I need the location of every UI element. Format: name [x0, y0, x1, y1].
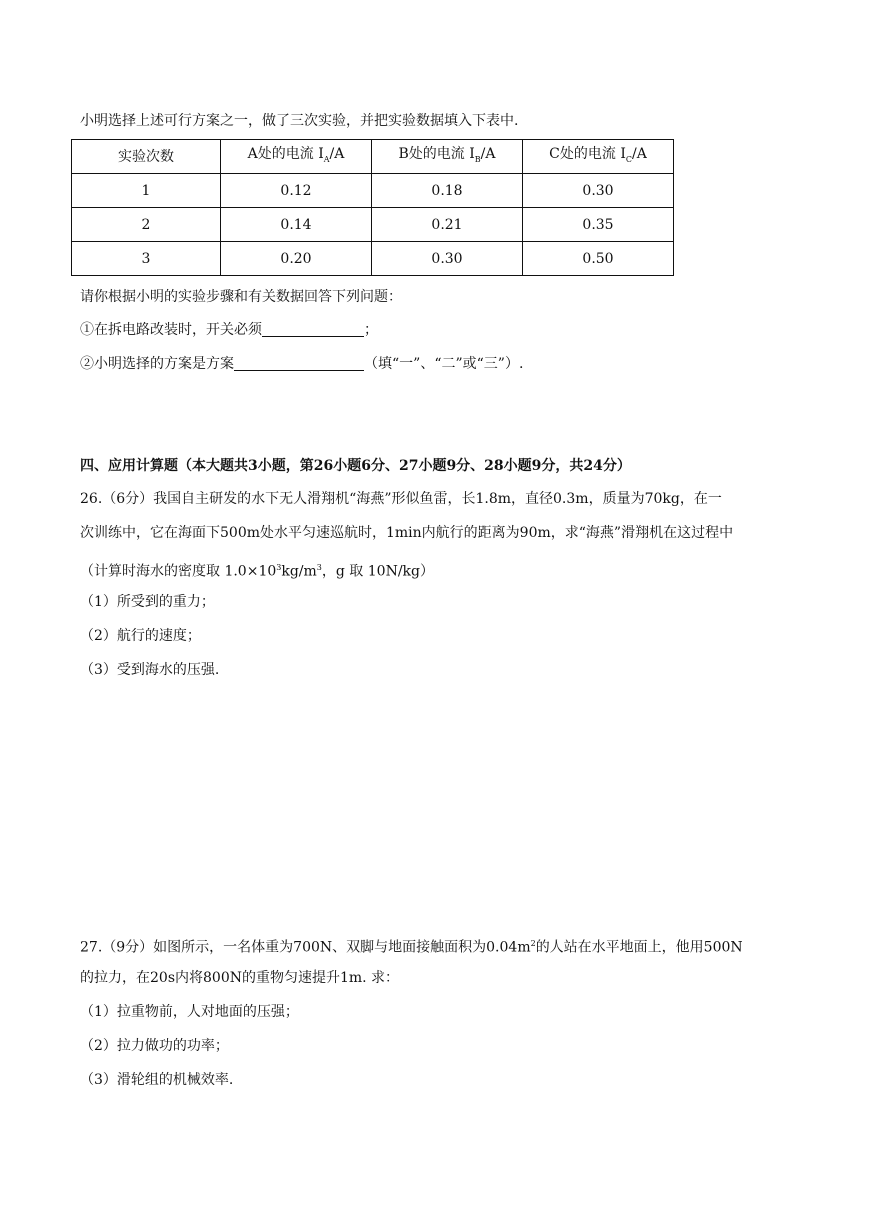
table-cell: 2: [72, 208, 221, 242]
table-cell: 0.35: [523, 208, 674, 242]
header-cell-a: A处的电流 $I_A/A$: [221, 140, 372, 174]
problem-27-sub-3: （3）滑轮组的机械效率.: [80, 1072, 234, 1088]
table-row: [72, 174, 674, 208]
problem-26-line-3: （计算时海水的密度取 $1.0\times 10^3kg/m^3$，g 取 10N/kg）: [80, 563, 434, 580]
table-cell: 3: [72, 242, 221, 276]
section-heading: 四、应用计算题（本大题共3小题，第26小题6分、27小题9分、28小题9分，共24分）: [80, 458, 631, 474]
table-cell: 0.21: [372, 208, 523, 242]
table-row: [72, 242, 674, 276]
problem-27-line-1: 27.（9分）如图所示，一名体重为700N、双脚与地面接触面积为$0.04m^2$的人站在水平地面上，他用500N: [80, 939, 743, 956]
table-cell: 0.14: [221, 208, 372, 242]
table-cell: 0.20: [221, 242, 372, 276]
answer-blank-2[interactable]: [234, 354, 364, 371]
table-cell: 0.30: [372, 242, 523, 276]
problem-26-sub-2: （2）航行的速度；: [80, 628, 201, 644]
table-header-row: [72, 140, 674, 174]
header-cell-c: C处的电流 $I_C/A$: [523, 140, 674, 174]
table-cell: 0.18: [372, 174, 523, 208]
table-cell: 0.12: [221, 174, 372, 208]
problem-26-line-1: 26.（6分）我国自主研发的水下无人滑翔机“海燕”形似鱼雷，长1.8m，直径0.3m，质量为70kg，在一: [80, 491, 722, 507]
problem-26-sub-1: （1）所受到的重力；: [80, 594, 215, 610]
problem-27-sub-1: （1）拉重物前，人对地面的压强；: [80, 1004, 299, 1020]
intro-text: 小明选择上述可行方案之一，做了三次实验，并把实验数据填入下表中.: [80, 113, 519, 129]
table-cell: 0.30: [523, 174, 674, 208]
problem-27-line-2: 的拉力，在20s内将800N的重物匀速提升1m. 求：: [80, 970, 400, 986]
table-cell: 1: [72, 174, 221, 208]
question-prompt: 请你根据小明的实验步骤和有关数据回答下列问题：: [80, 289, 402, 305]
question-2: ②小明选择的方案是方案 （填“一”、“二”或“三”）.: [80, 356, 524, 372]
problem-26-line-2: 次训练中，它在海面下500m处水平匀速巡航时，1min内航行的距离为90m，求“海燕”滑翔机在这过程中: [80, 525, 734, 541]
experiment-table: [71, 139, 674, 276]
header-cell-trial: 实验次数: [72, 140, 221, 174]
table-cell: 0.50: [523, 242, 674, 276]
header-cell-b: B处的电流 $I_B/A$: [372, 140, 523, 174]
problem-26-sub-3: （3）受到海水的压强.: [80, 662, 220, 678]
problem-27-sub-2: （2）拉力做功的功率；: [80, 1038, 229, 1054]
question-1: ①在拆电路改装时，开关必须 ；: [80, 322, 378, 338]
answer-blank-1[interactable]: [262, 320, 364, 337]
table-row: [72, 208, 674, 242]
